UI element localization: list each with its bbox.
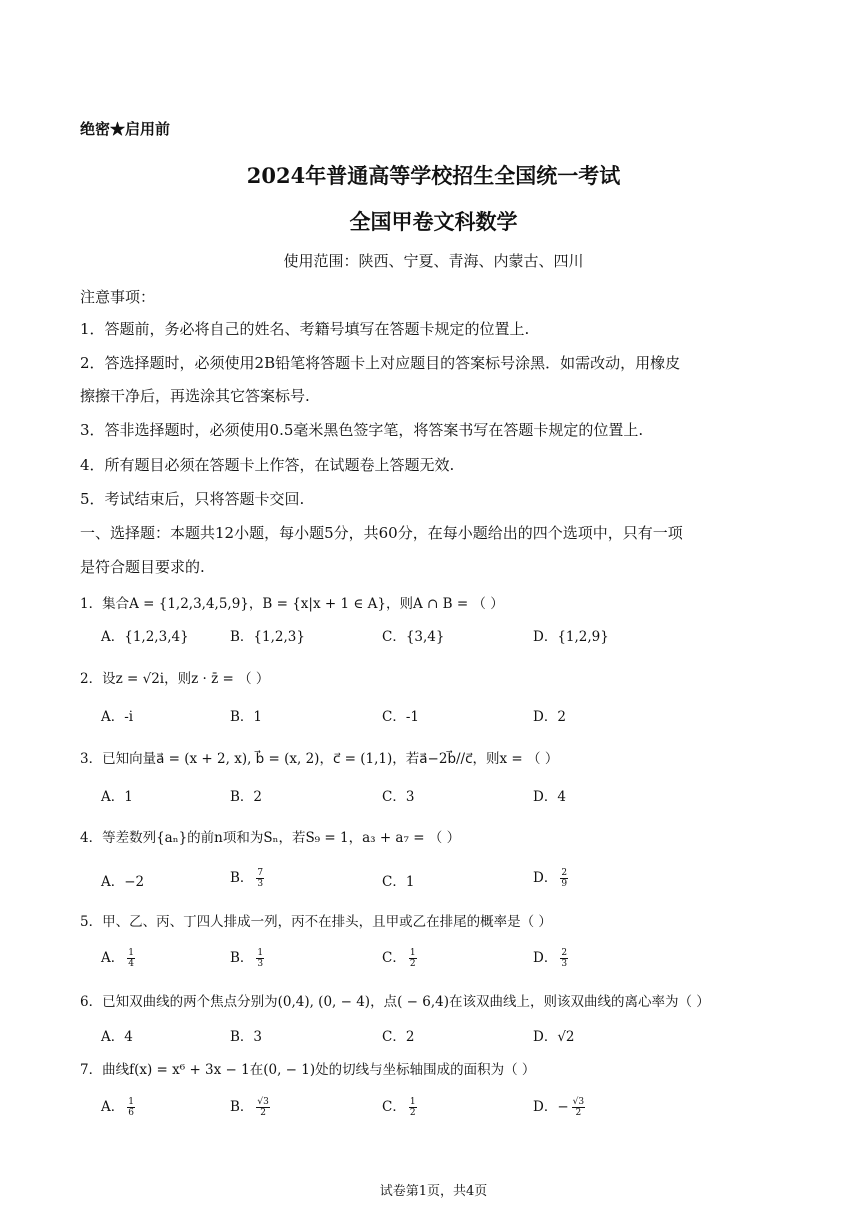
exam-subtitle: 全国甲卷文科数学 xyxy=(349,209,518,234)
question-2-option-c: C．-1 xyxy=(382,709,419,725)
section-heading-line1: 一、选择题：本题共12小题，每小题5分，共60分，在每小题给出的四个选项中，只有一项 xyxy=(80,524,683,542)
question-4-option-c: C．1 xyxy=(382,874,415,890)
question-1-option-b: B．{1,2,3} xyxy=(230,629,305,645)
question-6-option-b: B．3 xyxy=(230,1029,263,1045)
question-2-stem: 2．设z = √2i，则z · z̄ = （ ） xyxy=(80,671,270,687)
fraction: $\frac{2}{3}$ xyxy=(561,948,568,969)
question-3-option-d: D．4 xyxy=(533,789,566,805)
question-5-option-b: B． $\frac{1}{3}$ xyxy=(230,948,264,969)
fraction: $\frac{√3}{2}$ xyxy=(572,1097,585,1118)
page-footer: 试卷第1页，共4页 xyxy=(379,1184,488,1199)
question-5-option-d: D． $\frac{2}{3}$ xyxy=(533,948,568,969)
question-2-option-d: D．2 xyxy=(533,709,566,725)
question-3-option-a: A．1 xyxy=(101,789,133,805)
note-2-line2: 擦擦干净后，再选涂其它答案标号. xyxy=(80,387,310,405)
fraction: $\frac{1}{3}$ xyxy=(257,948,264,969)
question-1-option-d: D．{1,2,9} xyxy=(533,629,609,645)
note-5: 5．考试结束后，只将答题卡交回. xyxy=(80,490,305,508)
question-6-option-a: A．4 xyxy=(101,1029,133,1045)
question-6-stem: 6．已知双曲线的两个焦点分别为(0,4), (0, − 4)，点( − 6,4)在该双曲线上，则该双曲线的离心率为（ ） xyxy=(80,994,710,1010)
question-5-option-c: C． $\frac{1}{2}$ xyxy=(382,948,416,969)
question-3-option-b: B．2 xyxy=(230,789,263,805)
fraction: $\frac{1}{6}$ xyxy=(128,1097,134,1118)
secret-label: 绝密★启用前 xyxy=(80,120,171,138)
fraction: $\frac{7}{3}$ xyxy=(257,868,264,889)
question-4-option-a: A．−2 xyxy=(101,874,145,890)
fraction: $\frac{1}{2}$ xyxy=(409,948,416,969)
question-1-option-c: C．{3,4} xyxy=(382,629,445,645)
note-1: 1．答题前，务必将自己的姓名、考籍号填写在答题卡规定的位置上. xyxy=(80,320,530,338)
question-5-stem: 5．甲、乙、丙、丁四人排成一列，丙不在排头，且甲或乙在排尾的概率是（ ） xyxy=(80,914,552,930)
question-7-option-c: C． $\frac{1}{2}$ xyxy=(382,1097,416,1118)
note-4: 4．所有题目必须在答题卡上作答，在试题卷上答题无效. xyxy=(80,456,455,474)
question-4-stem: 4．等差数列{aₙ}的前n项和为Sₙ，若S₉ = 1，a₃ + a₇ = （ ） xyxy=(80,830,461,846)
note-3: 3．答非选择题时，必须使用0.5毫米黑色签字笔，将答案书写在答题卡规定的位置上. xyxy=(80,421,644,439)
question-6-option-d: D．√2 xyxy=(533,1029,575,1045)
fraction: $\frac{2}{9}$ xyxy=(561,868,568,889)
question-2-option-a: A．-i xyxy=(101,709,134,725)
section-heading-line2: 是符合题目要求的. xyxy=(80,558,205,576)
question-5-option-a: A． $\frac{1}{4}$ xyxy=(101,948,134,969)
question-7-option-a: A． $\frac{1}{6}$ xyxy=(101,1097,134,1118)
question-4-option-d: D． $\frac{2}{9}$ xyxy=(533,868,568,889)
usage-scope: 使用范围：陕西、宁夏、青海、内蒙古、四川 xyxy=(283,252,584,270)
note-2-line1: 2．答选择题时，必须使用2B铅笔将答题卡上对应题目的答案标号涂黑．如需改动，用橡皮 xyxy=(80,354,681,372)
question-7-option-b: B． $\frac{√3}{2}$ xyxy=(230,1097,269,1118)
question-1-stem: 1．集合A = {1,2,3,4,5,9}，B = {x|x + 1 ∈ A}，则A ∩ B = （ ） xyxy=(80,596,504,612)
question-1-option-a: A．{1,2,3,4} xyxy=(101,629,189,645)
question-3-stem: 3．已知向量a⃗ = (x + 2, x), b⃗ = (x, 2)，c⃗ = (1,1)，若a⃗−2b⃗//c⃗，则x = （ ） xyxy=(80,751,559,767)
question-6-option-c: C．2 xyxy=(382,1029,415,1045)
question-3-option-c: C．3 xyxy=(382,789,415,805)
question-7-option-d: D．− $\frac{√3}{2}$ xyxy=(533,1097,585,1118)
question-2-option-b: B．1 xyxy=(230,709,263,725)
notes-heading: 注意事项： xyxy=(80,288,156,306)
exam-title: 2024年普通高等学校招生全国统一考试 xyxy=(246,163,621,188)
question-4-option-b: B． $\frac{7}{3}$ xyxy=(230,868,264,889)
fraction: $\frac{√3}{2}$ xyxy=(257,1097,269,1118)
fraction: $\frac{1}{4}$ xyxy=(128,948,134,969)
fraction: $\frac{1}{2}$ xyxy=(409,1097,416,1118)
question-7-stem: 7．曲线f(x) = x⁶ + 3x − 1在(0, − 1)处的切线与坐标轴围成的面积为（ ） xyxy=(80,1062,536,1078)
